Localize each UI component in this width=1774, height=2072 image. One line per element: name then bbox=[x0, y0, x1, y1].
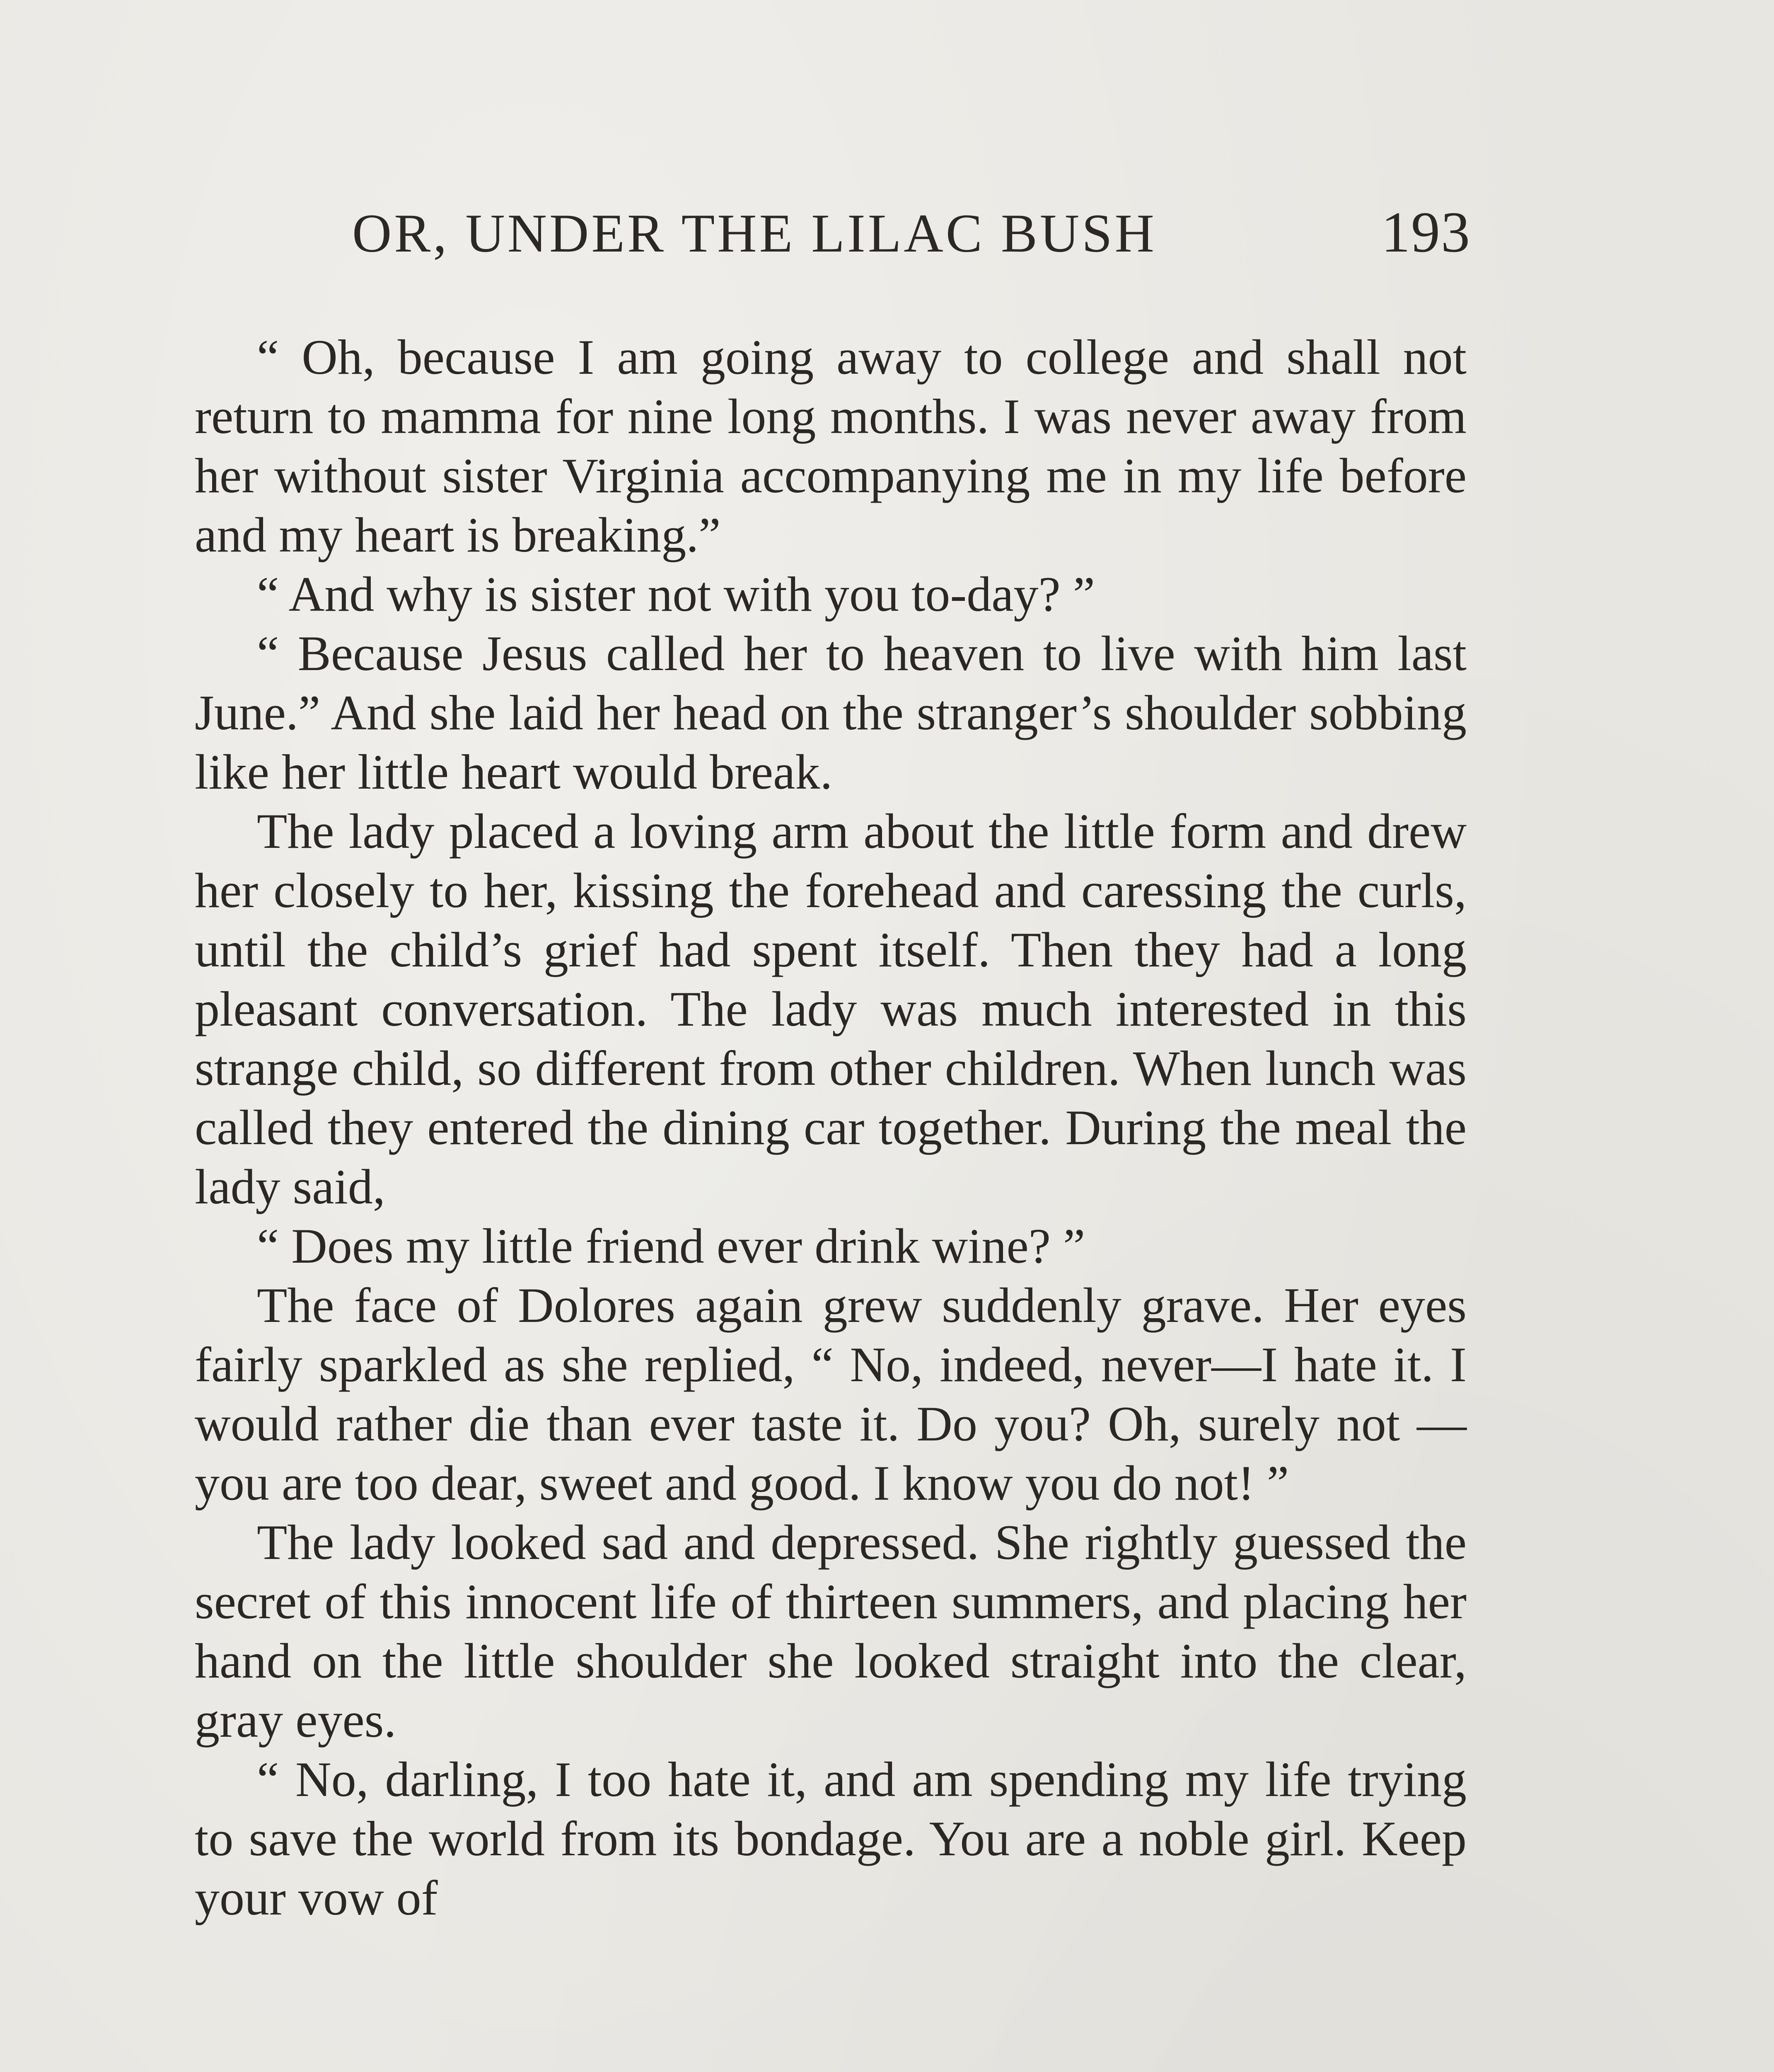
paragraph: The lady looked sad and depressed. She rightly guessed the secret of this innocent life of thirteen summers, and placing her hand on the little shoulder she looked straight into the clear, gray eyes. bbox=[195, 1515, 1467, 1748]
paragraph: “ And why is sister not with you to-day? ” bbox=[257, 566, 1095, 622]
paragraph: “ Does my little friend ever drink wine? ” bbox=[257, 1218, 1085, 1273]
paragraph: The lady placed a loving arm about the little form and drew her closely to her, kissing the forehead and caressing the curls, until the child’s grief had spent itself. Then they had a long pleasant conversation. The lady was much interested in this strange child, so different from other children. When lunch was called they entered the dining car together. During the meal the lady said, bbox=[195, 804, 1467, 1214]
running-head-title: OR, UNDER THE LILAC BUSH bbox=[352, 203, 1157, 264]
page-number: 193 bbox=[1381, 200, 1471, 264]
paragraph: “ No, darling, I too hate it, and am spending my life trying to save the world from its bondage. You are a noble girl. Keep your vow of bbox=[195, 1752, 1467, 1925]
running-head bbox=[352, 199, 1471, 282]
body-text bbox=[195, 327, 1467, 1927]
paragraph: “ Because Jesus called her to heaven to live with him last June.” And she laid her head on the stranger’s shoulder sobbing like her little heart would break. bbox=[195, 626, 1467, 799]
paragraph: “ Oh, because I am going away to college and shall not return to mamma for nine long months. I was never away from her without sister Virginia accompanying me in my life before and my heart is breaking.” bbox=[195, 329, 1467, 562]
paragraph: The face of Dolores again grew suddenly grave. Her eyes fairly sparkled as she replied, “ No, indeed, never—I hate it. I would rather die than ever taste it. Do you? Oh, surely not —you are too dear, sweet and good. I know you do not! ” bbox=[195, 1278, 1467, 1510]
